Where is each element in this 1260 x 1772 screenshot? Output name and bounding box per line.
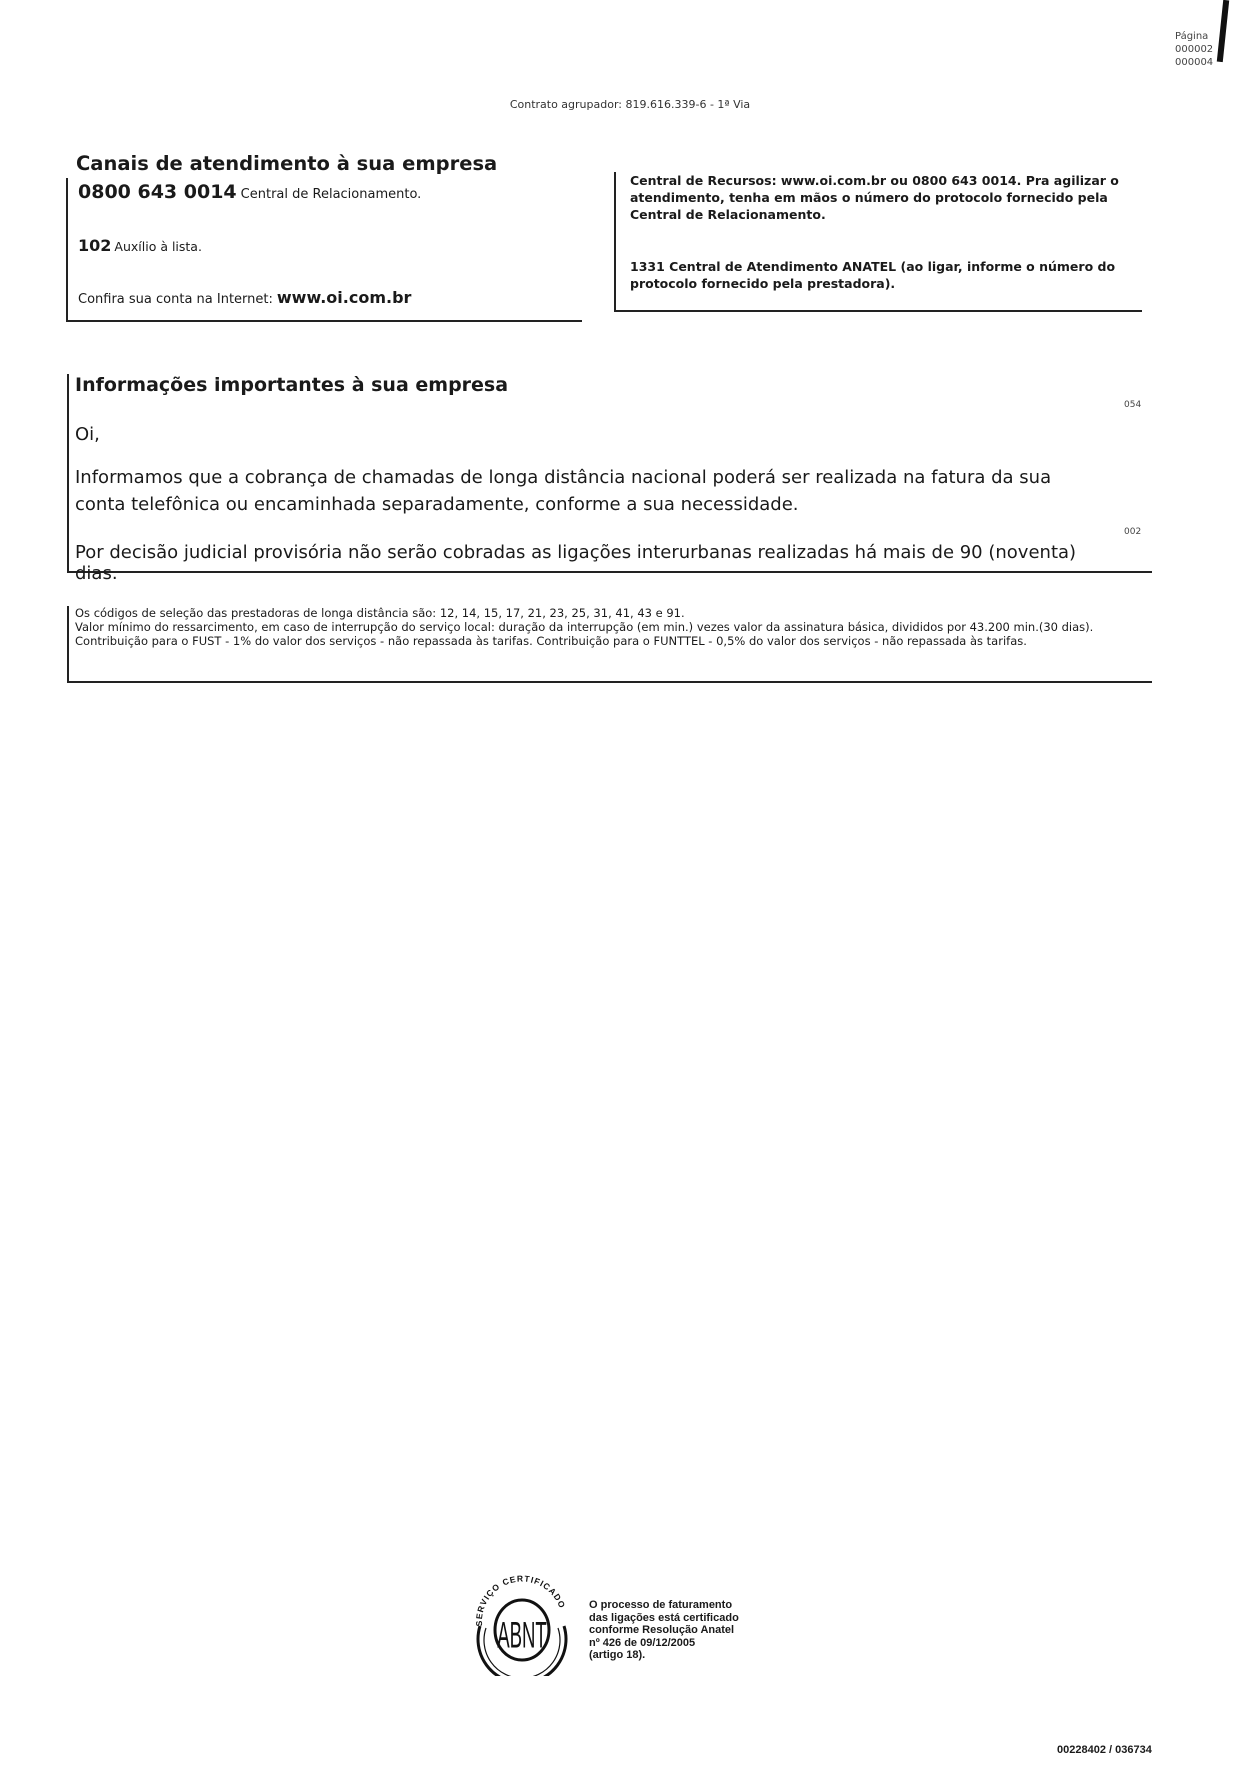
canais-short-row [78,236,202,255]
notes-text [75,606,1150,648]
canais-short-desc: Auxílio à lista. [114,239,202,254]
info-code1: 054 [1124,400,1142,410]
info-paragraph2: Por decisão judicial provisória não serão cobradas as ligações interurbanas realizadas há mais de 90 (noventa) dias. [75,542,1077,584]
canais-phone: 0800 643 0014 [78,181,237,203]
footer-code: 00228402 / 036734 [1057,1744,1152,1756]
cert-line5: (artigo 18). [589,1649,646,1661]
canais-short-code: 102 [78,236,112,255]
cert-line2: das ligações está certificado [589,1611,739,1624]
seal-ring-text: SERVIÇO CERTIFICADO [473,1573,568,1627]
cert-line1: O processo de faturamento [589,1599,733,1611]
seal-center-text: ABNT [497,1614,547,1657]
info-paragraph1: Informamos que a cobrança de chamadas de longa distância nacional poderá ser realizada na fatura da sua conta telefônica ou encaminhada separadamente, conforme a sua necessidade. [75,467,1052,515]
info-title: Informações importantes à sua empresa [75,374,509,396]
canais-box [66,178,582,322]
page-current: 000002 [1175,44,1214,55]
canais-internet-prefix: Confira sua conta na Internet: [78,292,273,307]
notes-line3: Contribuição para o FUST - 1% do valor dos serviços - não repassada às tarifas. Contribuição para o FUNTTEL - 0,5% do valor dos serviços - não repassada às tarifas. [75,634,1027,648]
canais-phone-desc: Central de Relacionamento. [240,187,422,202]
canais-title: Canais de atendimento à sua empresa [76,152,498,175]
contract-line: Contrato agrupador: 819.616.339-6 - 1ª Via [509,98,751,111]
notes-line1: Os códigos de seleção das prestadoras de longa distância são: 12, 14, 15, 17, 21, 23, 25, 31, 41, 43 e 91. [75,606,685,620]
notes-box [67,606,1152,683]
recursos-line1: Central de Recursos: www.oi.com.br ou 0800 643 0014. Pra agilizar o atendimento, tenha em mãos o número do protocolo fornecido pela Central de Relacionamento. [630,173,1119,222]
recursos-box [614,172,1142,312]
cert-line3: conforme Resolução Anatel [589,1624,735,1636]
recursos-line2: 1331 Central de Atendimento ANATEL (ao ligar, informe o número do protocolo fornecido pela prestadora). [630,259,1116,291]
notes-line2: Valor mínimo do ressarcimento, em caso de interrupção do serviço local: duração da interrupção (em min.) vezes valor da assinatura básica, divididos por 43.200 min.(30 dias). [75,620,1094,634]
page-total: 000004 [1175,57,1214,68]
cert-line4: nº 426 de 09/12/2005 [589,1636,696,1649]
canais-phone-row [78,181,421,203]
info-box [67,374,1152,584]
page-label: Página [1175,31,1209,42]
abnt-seal-icon [466,1564,578,1676]
certification-text [589,1599,769,1662]
page-number [1175,30,1235,69]
canais-internet-row [78,288,411,307]
info-greeting: Oi, [75,424,100,445]
canais-internet-url[interactable]: www.oi.com.br [276,288,412,307]
info-code2: 002 [1124,527,1142,537]
